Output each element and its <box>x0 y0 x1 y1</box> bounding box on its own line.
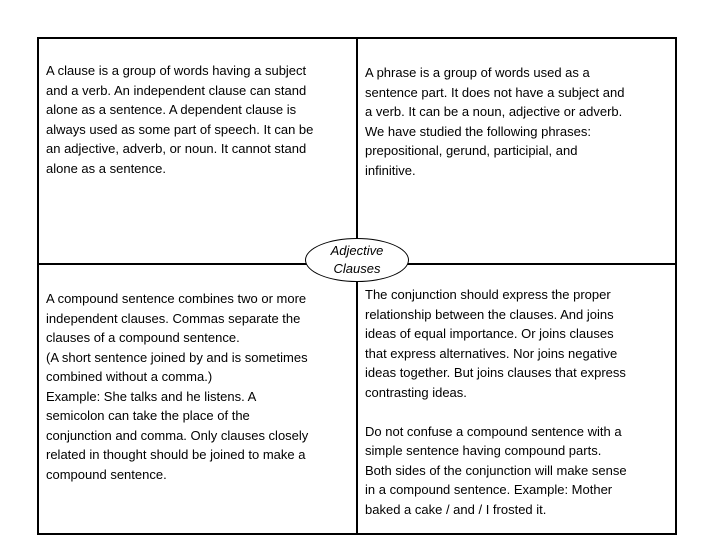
conjunction-notes-text: The conjunction should express the proper relationship between the clauses. And joins ideas of equal importance. Or joins clauses that express alternatives. Nor joins negative ideas together. But joins clauses that express contrasting ideas. Do not confuse a compound sentence with a simple sentence having compound parts. Both sides of the conjunction will make sense in a compound sentence. Example: Mother baked a cake / and / I frosted it. <box>365 287 627 517</box>
vertical-divider <box>356 37 358 535</box>
phrase-definition-text: A phrase is a group of words used as a sentence part. It does not have a subject and a verb. It can be a noun, adjective or adverb. We have studied the following phrases: prepositional, gerund, participial, and infinitive. <box>365 65 625 178</box>
compound-sentence-text: A compound sentence combines two or more independent clauses. Commas separate the clauses of a compound sentence. (A short sentence joined by and is sometimes combined without a comma.) Example: She talks and he listens. A semicolon can take the place of the conjunction and comma. Only clauses closely related in thought should be joined to make a compound sentence. <box>46 291 309 482</box>
center-topic-label: Adjective Clauses <box>305 238 409 282</box>
clause-definition-text: A clause is a group of words having a subject and a verb. An independent clause can stand alone as a sentence. A dependent clause is always used as some part of speech. It can be an adjective, adverb, or noun. It cannot stand alone as a sentence. <box>46 63 314 176</box>
